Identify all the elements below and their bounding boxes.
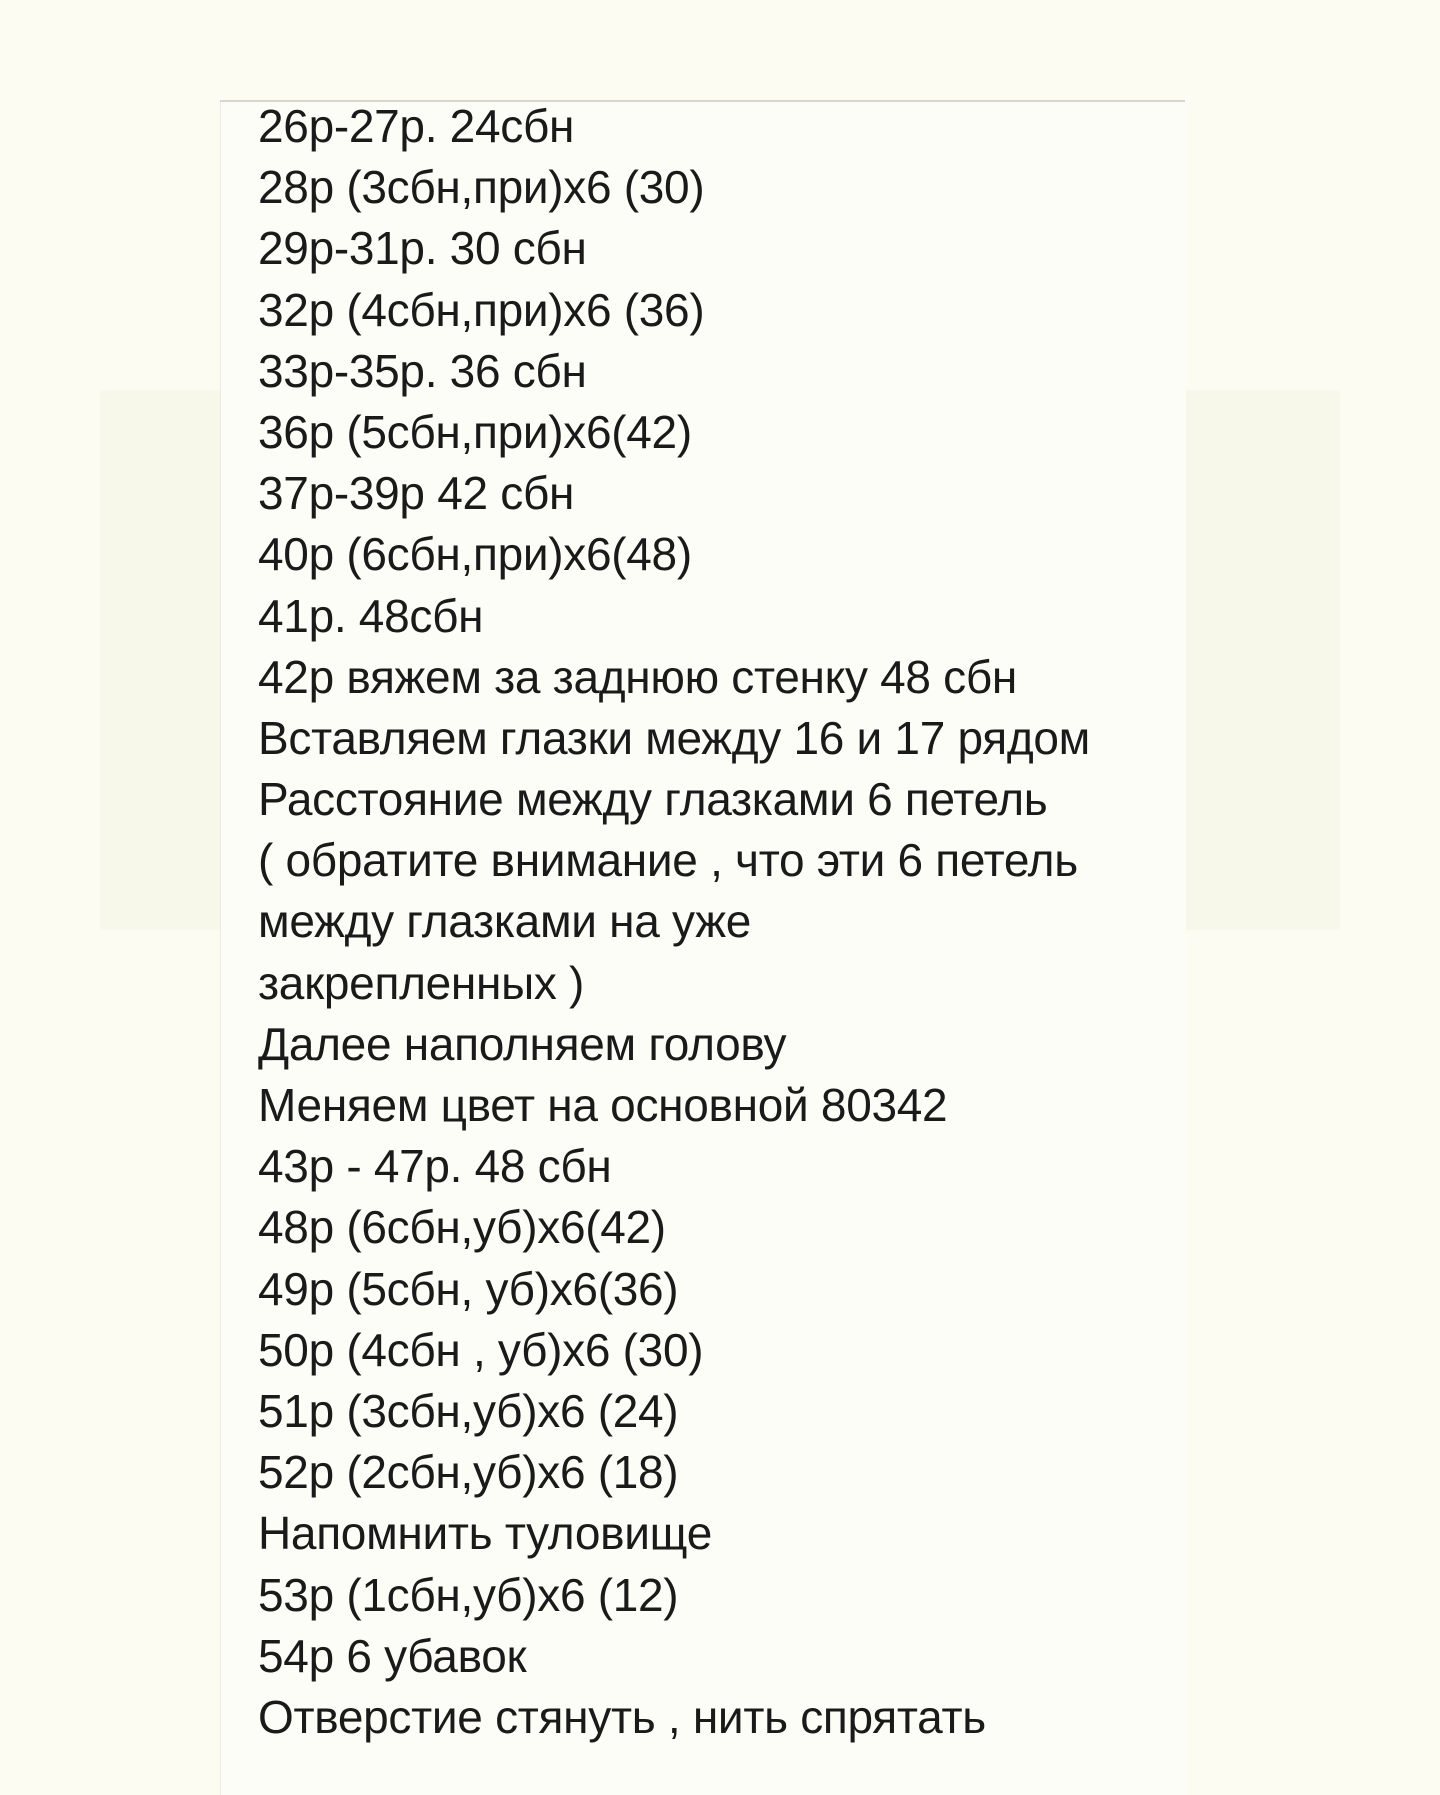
pattern-line: 33р-35р. 36 сбн (258, 344, 587, 397)
pattern-line: 51р (3сбн,уб)х6 (24) (258, 1384, 679, 1437)
pattern-line: 49р (5сбн, уб)х6(36) (258, 1262, 679, 1315)
pattern-line: Напомнить туловище (258, 1507, 712, 1560)
pattern-line: 53р (1сбн,уб)х6 (12) (258, 1568, 679, 1621)
background-band-right (1185, 390, 1340, 930)
pattern-line: 43р - 47р. 48 сбн (258, 1140, 612, 1193)
background-band-left (100, 390, 220, 930)
pattern-line: 37р-39р 42 сбн (258, 467, 575, 520)
pattern-line: Отверстие стянуть , нить спрятать (258, 1690, 986, 1743)
pattern-line: 26р-27р. 24сбн (258, 100, 575, 152)
pattern-line: 54р 6 убавок (258, 1629, 527, 1682)
pattern-line: 50р (4сбн , уб)х6 (30) (258, 1323, 704, 1376)
pattern-instructions (258, 96, 1090, 1748)
pattern-line: Далее наполняем голову (258, 1017, 787, 1070)
pattern-line: 32р (4сбн,при)х6 (36) (258, 283, 705, 336)
pattern-line: Расстояние между глазками 6 петель (258, 773, 1048, 826)
pattern-line: Меняем цвет на основной 80342 (258, 1079, 948, 1131)
pattern-line: между глазками на уже (258, 895, 752, 948)
pattern-line: 40р (6сбн,при)х6(48) (258, 528, 692, 581)
pattern-line: 41р. 48сбн (258, 589, 484, 642)
pattern-line: 29р-31р. 30 сбн (258, 222, 587, 275)
pattern-line: 36р (5сбн,при)х6(42) (258, 405, 692, 458)
pattern-line: 52р (2сбн,уб)х6 (18) (258, 1446, 679, 1499)
pattern-line: Вставляем глазки между 16 и 17 рядом (258, 711, 1090, 764)
pattern-line: 28р (3сбн,при)х6 (30) (258, 161, 705, 214)
pattern-line: закрепленных ) (258, 956, 585, 1009)
pattern-line: 48р (6сбн,уб)х6(42) (258, 1201, 666, 1254)
pattern-line: ( обратите внимание , что эти 6 петель (258, 834, 1078, 887)
pattern-line: 42р вяжем за заднюю стенку 48 сбн (258, 650, 1018, 703)
